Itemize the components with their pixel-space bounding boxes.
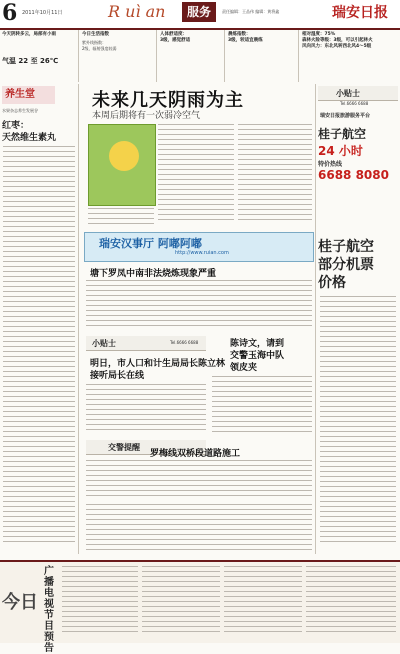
health-column-subtitle: 水果杂志养生发展谷 (2, 108, 38, 113)
exercise-box (226, 30, 299, 82)
flight-ad-1-hours: 24 小时 (318, 144, 363, 158)
tv-schedule-3 (306, 566, 396, 638)
story-4-text (86, 460, 312, 500)
flight-price-list (320, 296, 396, 554)
tv-vertical-title: 广播电视节目预告 (44, 566, 54, 654)
comfort-box (158, 30, 225, 82)
ad-banner[interactable] (84, 232, 314, 262)
main-story-col2 (238, 124, 312, 224)
lower-listings (86, 504, 312, 556)
flight-ad-1 (318, 125, 398, 182)
comfort-index: 人体舒适度： 3级，感觉舒适 (160, 32, 191, 43)
story-2-text (86, 384, 206, 434)
page-number: 6 (2, 0, 18, 26)
ad-url: http://www.ruian.com (175, 250, 229, 256)
weather-illustration (88, 124, 156, 206)
newspaper-brand: 瑞安日报 (332, 5, 388, 21)
tips-tel: Tel.6666 6688 (170, 340, 199, 345)
flight-ad-1-hotline-label: 特价热线 (318, 161, 343, 168)
section-logo: R uì an (108, 2, 166, 21)
flight-ad-1-brand: 桂子航空 (318, 127, 367, 141)
flight-ad-1-phone: 6688 8080 (318, 168, 389, 182)
health-column-logo: 养生堂 (2, 86, 55, 104)
life-index-title: 今日生活指数 (82, 32, 109, 37)
uv-index: 紫外线指数： 2级，辐射强度较弱 (82, 40, 117, 51)
story-3-text (212, 376, 312, 436)
sun-icon (109, 141, 139, 171)
tips-label: 小贴士 (92, 339, 116, 348)
flight-ad-2-brand: 桂子航空 (318, 239, 374, 255)
right-tips-bar (318, 86, 398, 101)
story-4-title: 罗梅线双桥段道路施工 (150, 449, 241, 459)
section-title: 服务 (182, 2, 216, 22)
right-tips-label: 小贴士 (336, 89, 360, 98)
flight-ad-2-line3: 价格 (318, 275, 346, 291)
humidity-box (300, 30, 400, 82)
weather-forecast: 今天阴转多云，局部有小雨 (2, 32, 56, 37)
story-1-text (86, 280, 312, 330)
travel-service-title: 瑞安日报旅游服务平台 (320, 113, 371, 119)
exercise-index: 晨练指数： 3级，较适宜晨练 (228, 32, 263, 43)
issue-date: 2011年10月11日 (22, 10, 63, 16)
ad-title: 瑞安汉事厅 阿嘟阿嘟 (99, 237, 202, 250)
editor-credits: 责任编辑：王品伟 编辑：黄将鑫 (222, 9, 280, 14)
health-article-text (3, 146, 75, 546)
humidity-info: 相对湿度：75% 森林火险等级：3级，可以引起林火 风向风力：东北风转西北风4～5级 (302, 32, 373, 49)
life-index-box (80, 30, 157, 82)
radio-schedule (62, 566, 138, 638)
story-2-title-line2: 接听局长在线 (90, 371, 145, 381)
main-story-col0 (88, 208, 154, 228)
health-headline-2: 天然维生素丸 (2, 133, 57, 143)
health-headline-1: 红枣： (2, 121, 30, 131)
right-tips-tel: Tel.6666 6688 (340, 101, 369, 106)
flight-ad-2-line2: 部分机票 (318, 257, 374, 273)
tv-logo: 今日 (2, 592, 38, 613)
tips-bar (86, 336, 206, 351)
story-2-title-line1: 明日，市人口和计生局局长陈立林 (90, 359, 226, 369)
main-headline: 未来几天阴雨为主 (92, 90, 244, 111)
traffic-label: 交警提醒 (108, 443, 140, 452)
story-1-title: 塘下罗凤中南非法烧炼现象严重 (90, 269, 217, 279)
flight-ad-2 (318, 238, 398, 292)
story-3-title-line2: 交警玉海中队 (230, 351, 285, 361)
story-3-title-line3: 领皮夹 (230, 363, 258, 373)
temperature-range: 气温 22 至 26℃ (2, 57, 59, 65)
main-subheadline: 本周后期将有一次弱冷空气 (92, 111, 201, 121)
main-story-col1 (158, 124, 234, 224)
story-3-title-line1: 陈诗文，请到 (230, 339, 285, 349)
tv-schedule-2 (224, 566, 302, 638)
tv-schedule-1 (142, 566, 220, 638)
